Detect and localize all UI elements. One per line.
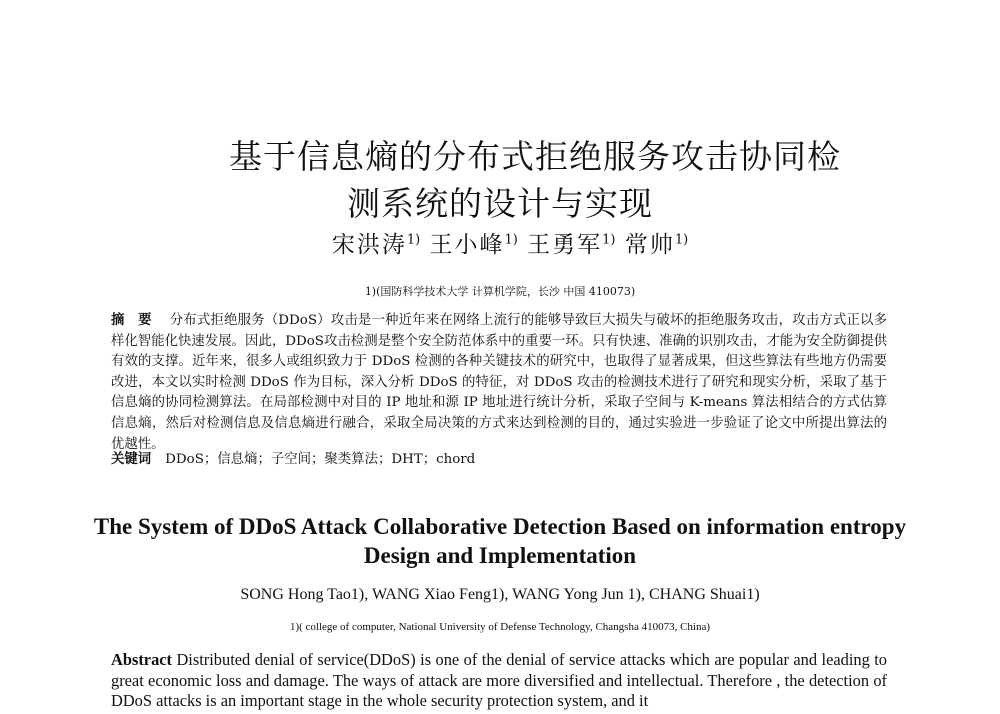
chinese-affiliation: 1)(国防科学技术大学 计算机学院，长沙 中国 410073) bbox=[364, 285, 636, 298]
author-affil-mark: 1) bbox=[504, 232, 518, 248]
english-abstract-body: Distributed denial of service(DDoS) is one of the denial of service attacks which are popular and leading to great economic loss and damage. The ways of attack are more diversified and intellectual. Therefore , the detection of DDoS attacks is an important stage in the whole security protection system, and it bbox=[111, 650, 887, 711]
chinese-keywords bbox=[111, 450, 887, 470]
chinese-abstract-heading: 摘 要 bbox=[111, 313, 152, 328]
chinese-title-line-2: 测系统的设计与实现 bbox=[347, 184, 653, 223]
author-name: 常帅 bbox=[624, 232, 675, 258]
english-title: The System of DDoS Attack Collaborative Detection Based on information entropy Design and Implementation bbox=[93, 514, 907, 568]
chinese-keywords-body: DDoS；信息熵；子空间；聚类算法；DHT；chord bbox=[165, 452, 476, 467]
chinese-authors bbox=[260, 226, 760, 259]
chinese-title-line-1: 基于信息熵的分布式拒绝服务攻击协同检 bbox=[229, 137, 841, 176]
chinese-abstract-body: 分布式拒绝服务（DDoS）攻击是一种近年来在网络上流行的能够导致巨大损失与破坏的拒绝服务攻击，攻击方式正以多样化智能化快速发展。因此，DDoS攻击检测是整个安全防范体系中的重要一环。只有快速、准确的识别攻击，才能为安全防御提供有效的支撑。近年来，很多人或组织致力于 DDoS 检测的各种关键技术的研究中，也取得了显著成果，但这些算法有些地方仍需要改进，本文以实时检测 DDoS 作为目标，深入分析 DDoS 的特征，对 DDoS 攻击的检测技术进行了研究和现实分析，采取了基于信息熵的协同检测算法。在局部检测中对目的 IP 地址和源 IP 地址进行统计分析，采取子空间与 K-means 算法相结合的方式估算信息熵，然后对检测信息及信息熵进行融合，采取全局决策的方式来达到检测的目的，通过实验进一步验证了论文中所提出算法的优越性。 bbox=[111, 313, 887, 452]
author-name: 王小峰 bbox=[429, 232, 505, 258]
author-name: 王勇军 bbox=[527, 232, 603, 258]
author-affil-mark: 1) bbox=[602, 232, 616, 248]
english-abstract bbox=[111, 650, 887, 712]
english-abstract-heading: Abstract bbox=[111, 650, 172, 669]
author-affil-mark: 1) bbox=[406, 232, 421, 248]
chinese-abstract bbox=[111, 311, 887, 455]
author-name: 宋洪涛 bbox=[331, 232, 407, 258]
chinese-keywords-heading: 关键词 bbox=[111, 452, 152, 467]
author-affil-mark: 1) bbox=[674, 232, 689, 248]
english-affiliation: 1)( college of computer, National University of Defense Technology, Changsha 410073, China) bbox=[289, 621, 711, 633]
english-authors: SONG Hong Tao1), WANG Xiao Feng1), WANG Yong Jun 1), CHANG Shuai1) bbox=[240, 586, 760, 603]
